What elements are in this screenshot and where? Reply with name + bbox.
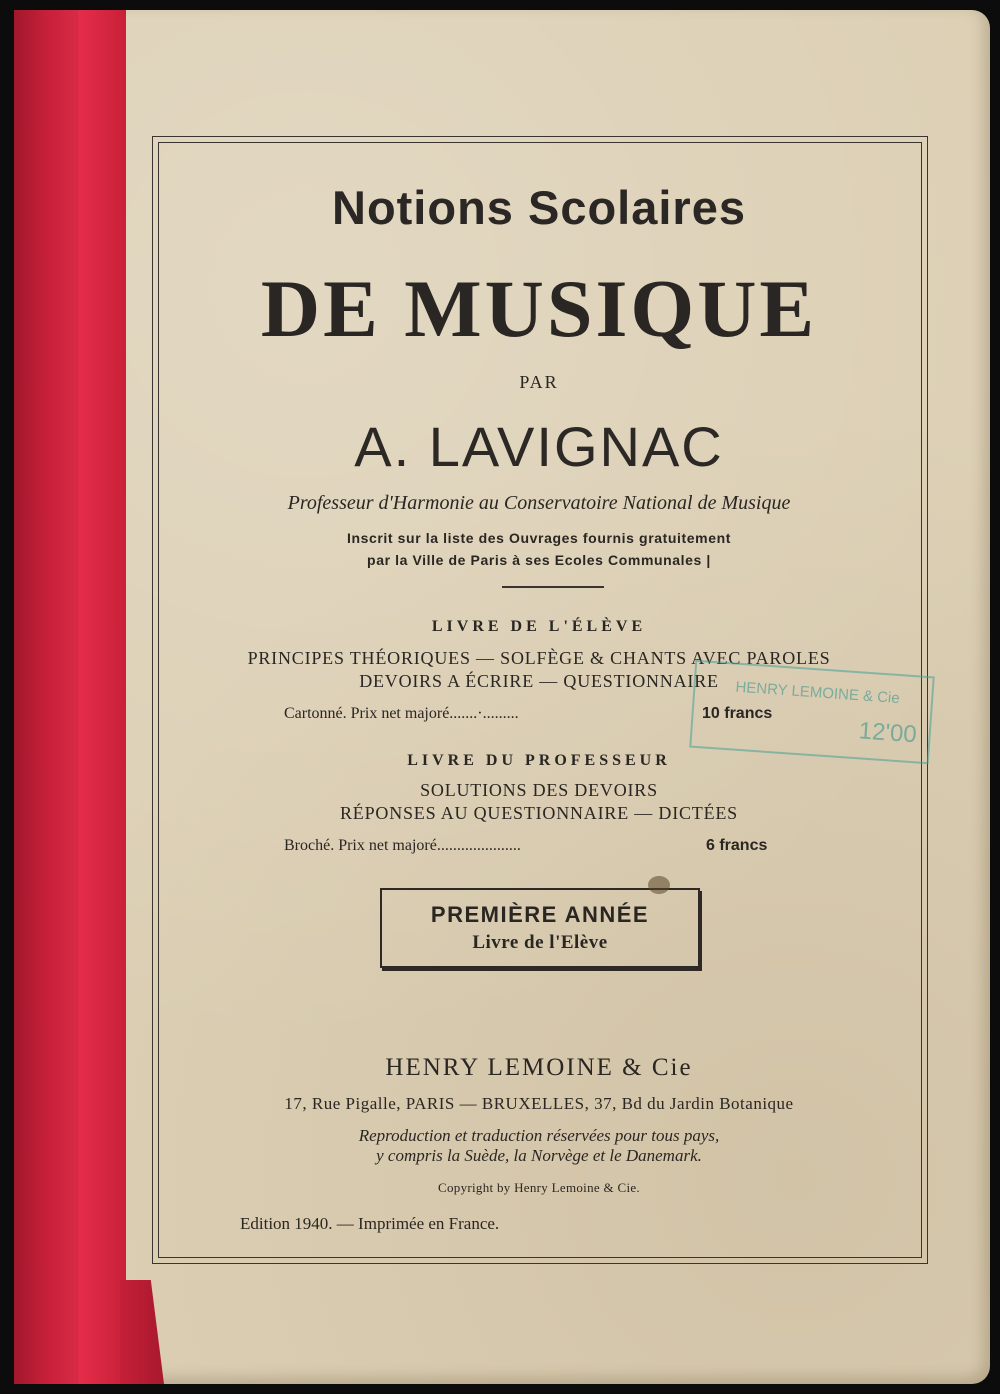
eleve-price-label: Cartonné. Prix net majoré.......·......... — [284, 705, 519, 722]
professeur-line-1: SOLUTIONS DES DEVOIRS — [420, 780, 658, 800]
spine-highlight — [78, 10, 126, 1384]
professeur-price-label: Broché. Prix net majoré..................... — [284, 837, 521, 854]
title-line-2: DE MUSIQUE — [260, 263, 818, 354]
stamp-line-2: 12'00 — [857, 717, 918, 749]
eleve-line-2: DEVOIRS A ÉCRIRE — QUESTIONNAIRE — [359, 671, 719, 691]
edition-line: Edition 1940. — Imprimée en France. — [240, 1214, 500, 1233]
stamp-line-1: HENRY LEMOINE & Cie — [734, 678, 901, 708]
professeur-line-2: RÉPONSES AU QUESTIONNAIRE — DICTÉES — [339, 803, 738, 823]
by-label: PAR — [519, 372, 559, 392]
publisher-address: 17, Rue Pigalle, PARIS — BRUXELLES, 37, Bd du Jardin Botanique — [284, 1094, 794, 1113]
author-title: Professeur d'Harmonie au Conservatoire National de Musique — [287, 492, 791, 514]
stain-spot — [648, 876, 670, 894]
bookseller-stamp — [689, 660, 935, 765]
publisher-name: HENRY LEMOINE & Cie — [385, 1054, 693, 1081]
edition-box — [380, 888, 700, 968]
professeur-heading: LIVRE DU PROFESSEUR — [407, 752, 671, 769]
box-line-2: Livre de l'Elève — [472, 932, 608, 953]
eleve-price-value: 10 francs — [702, 705, 773, 722]
professeur-price-value: 6 francs — [706, 837, 768, 854]
box-line-1: PREMIÈRE ANNÉE — [430, 902, 650, 927]
reproduction-line-1: Reproduction et traduction réservées pour tous pays, — [358, 1126, 720, 1145]
eleve-line-1: PRINCIPES THÉORIQUES — SOLFÈGE & CHANTS AVEC PAROLES — [247, 648, 831, 668]
eleve-heading: LIVRE DE L'ÉLÈVE — [431, 618, 647, 635]
reproduction-line-2: y compris la Suède, la Norvège et le Danemark. — [376, 1146, 702, 1165]
divider-rule — [502, 586, 604, 588]
title-line-1: Notions Scolaires — [332, 181, 746, 234]
author-name: A. LAVIGNAC — [354, 415, 724, 478]
inscrit-line-1: Inscrit sur la liste des Ouvrages fournis gratuitement — [346, 530, 732, 546]
copyright-line: Copyright by Henry Lemoine & Cie. — [438, 1180, 640, 1195]
inscrit-line-2: par la Ville de Paris à ses Ecoles Communales | — [367, 552, 711, 568]
